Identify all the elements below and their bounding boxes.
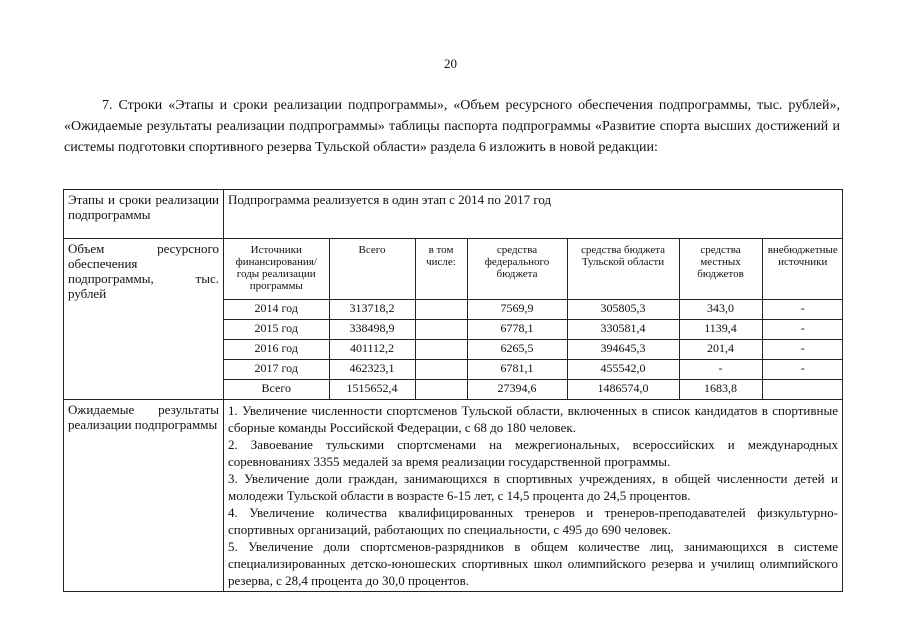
resources-data-row: [224, 300, 843, 320]
resources-data-cell: 2016 год: [224, 340, 329, 360]
result-item: 5. Увеличение доли спортсменов-разрядников в общем количестве лиц, занимающихся в системе специализированных детско-юношеских спортивных школ олимпийского резерва и училищ олимпийского резерва, с 28,4 процента до 30,0 процентов.: [228, 539, 838, 588]
resources-data-row: [224, 320, 843, 340]
stages-value: Подпрограмма реализуется в один этап с 2014 по 2017 год: [224, 190, 843, 239]
resources-data-cell: 1515652,4: [329, 380, 415, 400]
resources-value: [224, 239, 843, 400]
page-number: 20: [444, 56, 457, 71]
resources-header-cell: Всего: [329, 239, 415, 300]
results-label: Ожидаемые результаты реализации подпрограммы: [64, 400, 224, 592]
resources-data-cell: [415, 340, 467, 360]
result-item: 1. Увеличение численности спортсменов Тульской области, включенных в список кандидатов в спортивные сборные команды Российской Федерации, с 68 до 180 человек.: [228, 403, 838, 435]
resources-data-cell: 462323,1: [329, 360, 415, 380]
resources-data-row: [224, 380, 843, 400]
resources-data-cell: 394645,3: [567, 340, 679, 360]
resources-data-cell: 1139,4: [679, 320, 762, 340]
resources-data-cell: 455542,0: [567, 360, 679, 380]
passport-table: [63, 189, 843, 592]
resources-data-cell: 7569,9: [467, 300, 567, 320]
result-item: 2. Завоевание тульскими спортсменами на межрегиональных, всероссийских и международных соревнованиях 3355 медалей за время реализации государственной программы.: [228, 437, 838, 469]
resources-data-cell: [762, 380, 843, 400]
resources-data-cell: 6778,1: [467, 320, 567, 340]
result-item: 4. Увеличение количества квалифицированных тренеров и тренеров-преподавателей физкультурно-спортивных организаций, работающих по специальности, с 495 до 690 человек.: [228, 505, 838, 537]
resources-data-cell: 1683,8: [679, 380, 762, 400]
result-item: 3. Увеличение доли граждан, занимающихся в спортивных учреждениях, в общей численности детей и молодежи Тульской области в возрасте 6-15 лет, с 14,5 процента до 24,5 процентов.: [228, 471, 838, 503]
resources-header-cell: внебюджетные источники: [762, 239, 843, 300]
resources-data-cell: 6781,1: [467, 360, 567, 380]
resources-data-cell: 1486574,0: [567, 380, 679, 400]
resources-data-cell: -: [762, 340, 843, 360]
resources-data-cell: 2017 год: [224, 360, 329, 380]
resources-data-cell: 27394,6: [467, 380, 567, 400]
resources-header-cell: средства бюджета Тульской области: [567, 239, 679, 300]
resources-data-cell: -: [762, 300, 843, 320]
resources-table: [224, 239, 843, 399]
resources-data-cell: 401112,2: [329, 340, 415, 360]
resources-data-cell: 201,4: [679, 340, 762, 360]
intro-paragraph: 7. Строки «Этапы и сроки реализации подпрограммы», «Объем ресурсного обеспечения подпрограммы, тыс. рублей», «Ожидаемые результаты реализации подпрограммы» таблицы паспорта подпрограммы «Развитие спорта высших достижений и системы подготовки спортивного резерва Тульской области» раздела 6 изложить в новой редакции:: [64, 98, 840, 155]
resources-data-row: [224, 360, 843, 380]
resources-data-cell: 2014 год: [224, 300, 329, 320]
resources-data-cell: [415, 360, 467, 380]
resources-header-row: [224, 239, 843, 300]
resources-data-cell: -: [762, 320, 843, 340]
resources-data-cell: -: [679, 360, 762, 380]
resources-data-cell: 2015 год: [224, 320, 329, 340]
resources-data-cell: 305805,3: [567, 300, 679, 320]
resources-data-cell: 330581,4: [567, 320, 679, 340]
results-row: [64, 400, 843, 592]
resources-data-cell: [415, 320, 467, 340]
resources-header-cell: в том числе:: [415, 239, 467, 300]
resources-label: Объем ресурсного обеспечения подпрограммы, тыс. рублей: [64, 239, 224, 400]
resources-row: [64, 239, 843, 400]
stages-label: Этапы и сроки реализации подпрограммы: [64, 190, 224, 239]
resources-data-cell: [415, 380, 467, 400]
resources-data-row: [224, 340, 843, 360]
resources-data-cell: 343,0: [679, 300, 762, 320]
resources-data-cell: Всего: [224, 380, 329, 400]
resources-data-cell: -: [762, 360, 843, 380]
resources-header-cell: Источники финансирования/ годы реализации программы: [224, 239, 329, 300]
stages-row: [64, 190, 843, 239]
resources-data-cell: 338498,9: [329, 320, 415, 340]
resources-data-cell: [415, 300, 467, 320]
results-value: [224, 400, 843, 592]
resources-data-cell: 313718,2: [329, 300, 415, 320]
resources-data-cell: 6265,5: [467, 340, 567, 360]
resources-header-cell: средства местных бюджетов: [679, 239, 762, 300]
resources-header-cell: средства федерального бюджета: [467, 239, 567, 300]
